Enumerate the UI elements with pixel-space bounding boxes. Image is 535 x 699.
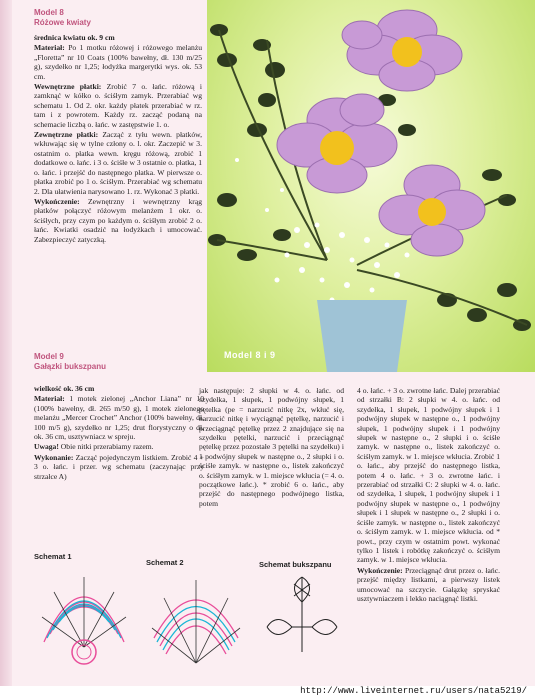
middle-text-column: [199, 386, 344, 509]
model9-subtitle: Gałązki bukszpanu: [34, 362, 107, 371]
model8-outer-label: Zewnętrzne płatki:: [34, 130, 99, 140]
schemat1-diagram: [34, 562, 134, 670]
pink-flower-middle: [277, 94, 397, 193]
model8-material-text: Po 1 motku różowej i różowego melanżu „Floretta” nr 10 Coats (100% bawełny, dł. 130 m/25 g), szydełko nr 1,25; łodyżka margerytki wys. ok. 53 cm.: [34, 43, 202, 81]
right-text-column: [357, 386, 500, 604]
flowers-photo: [207, 0, 535, 372]
schemat3-label: Schemat bukszpanu: [259, 560, 332, 569]
schemat1-label: Schemat 1: [34, 552, 72, 561]
model9-material-text: 1 motek zielonej „Anchor Liana” nr 10 (100% bawełny, dł. 265 m/50 g), 1 motek zielonego melanżu „Mercer Crochet” Anchor (100% bawełny, dł. 100 m/5 g), szydełko nr 1,25; drut florystyczny o dł. ok. 36 cm, usztywniacz w spreju.: [34, 394, 204, 442]
right-finish-label: Wykończenie:: [357, 565, 403, 575]
model8-material-label: Materiał:: [34, 43, 65, 53]
model9-note-text: Obie nitki przerabiamy razem.: [60, 442, 154, 452]
model9-material-label: Materiał:: [34, 394, 65, 404]
model9-text: [34, 352, 204, 482]
schemat3-diagram: [262, 572, 342, 662]
middle-text: jak następuje: 2 słupki w 4. o. łańc. od szydełka, 1 słupek, 1 podwójny słupek, 1 pętelka (pe = narzucić nitkę 2x, wkłuć się, narzucić nitkę i wyciągnąć pętelkę, narzucić i przeciągnąć pętelkę przez 2 znajdujące się na szydełku pętelki, narzucić i przeciągnąć pętelkę przez pozostałe 3 pętelki na szydełku) i 1 podwójny słupek w następne o., 2 słupki i o. ściśłe zamyk. w następne o., listek zakończyć o. ściśłym zamyk. w 1. miejsce wkłucia (= 4. o. początkowe łańc.). * zrobić 6 o. łańc., aby przejść do następnego podwójnego listka, potem: [199, 386, 344, 508]
schemat2-diagram: [146, 568, 246, 673]
flower-illustration: [207, 0, 535, 372]
vase: [317, 300, 407, 372]
model8-subtitle: Różowe kwiaty: [34, 18, 91, 27]
model9-note-label: Uwaga!: [34, 442, 59, 452]
model8-inner-text: Zrobić 7 o. łańc. różową i zamknąć w kółko o. ściśłym zamyk. Przerabiać wg schematu 1. Od 2. okr. każdy płatek przerabiać w rz. tam i z powrotem. Każdy rz. zacząć podaną na schemacie liczbą o. łańc. w zastępstwie 1. o.: [34, 82, 202, 129]
model8-size: średnica kwiatu ok. 9 cm: [34, 33, 115, 42]
model8-finish-text: Zewnętrzny i wewnętrzny krąg płatków połączyć różowym melanżem 1 okr. o. ściśłych, przy czym po każdym o. ściśłym zrobić 2 o. łańc. Kwiatki osadzić na łodyżkach i umocować. Zabezpieczyć zatyczką.: [34, 196, 202, 244]
model8-inner-label: Wewnętrzne płatki:: [34, 82, 102, 92]
model9-title: Model 9: [34, 352, 64, 361]
model9-work-text: Zacząć pojedynczym listkiem. Zrobić 4 + 3 o. łańc. i przer. wg schematu (zaczynając przy strzałce A): [34, 452, 204, 481]
photo-caption: Model 8 i 9: [224, 350, 276, 360]
schemat2-label: Schemat 2: [146, 558, 184, 567]
model9-size: wielkość ok. 36 cm: [34, 384, 95, 393]
pink-flower-top: [342, 10, 462, 91]
model9-work-label: Wykonanie:: [34, 452, 74, 462]
right-text-1: 4 o. łańc. + 3 o. zwrotne łańc. Dalej przerabiać od strzałki B: 2 słupki w 4. o. łańc. od szydełka, 1 słupek, 1 podwójny słupek i 1 podwójny słupek w następne o., 1 podwójny słupek, 1 podwójny słupek i 1 podwójny słupek w następne o., 2 słupki i o. ściśłe zamyk. w następne o., listek zakończyć o. ściśłym zamyk. w 1. miejsce wkłucia. Zrobić 1 o. łańc., aby przejść do następnego listka, potem 4 o. łańc. + 3 o. zwrotne łańc. i przerabiać od strzałki C: 2 słupki w 4. o. łańc. od szydełka, 1 słupek, 1 podwójny słupek i 1 podwójny słupek w następne o., 1 podwójny słupek i 1 słupek w następne o., 2 słupki i o. ściśłe zamyk. w następne o., listek zakończyć o. ściśłym zamyk. w 1. miejsce wkłucia. od * powt., przy czym w ostatnim powt. wykonać tylko 1 listek i robótkę zakończyć o. ściśłym zamyk. w 1. miejsce wkłucia.: [357, 386, 500, 565]
model8-text: [34, 8, 202, 245]
footer: [0, 686, 535, 699]
model8-title: Model 8: [34, 8, 64, 17]
model8-finish-label: Wykończenie:: [34, 196, 80, 206]
footer-url[interactable]: http://www.liveinternet.ru/users/nata5219/: [300, 686, 527, 696]
page-edge: [0, 0, 12, 699]
pink-flower-right: [379, 165, 485, 256]
model8-outer-text: Zacząć z tyłu wewn. płatków, wkłuwając się w tylne człony o. l. okr. Zaczepić w 3. ostatnim o. płatka wewn. kręgu różową, zrobić 1 dodatkowe o. łańc. i 3 o. ściśłe w 3 ostatnie o. płatka, 1 o. łańc. i przejść do następnego płatka. W pierwsze o. płatka zrobić po 1 o. ściśłym. Przerabiać wg schematu 2. Dla ułatwienia narysowano 1. rz. Wykonać 3 płatki.: [34, 130, 203, 196]
right-finish-text: Przeciągnąć drut przez o. łańc. przejść między listkami, a pierwszy listek umocować na szczycie. Gałązkę spryskać usztywniaczem i lekko naciągnąć listki.: [357, 565, 500, 603]
